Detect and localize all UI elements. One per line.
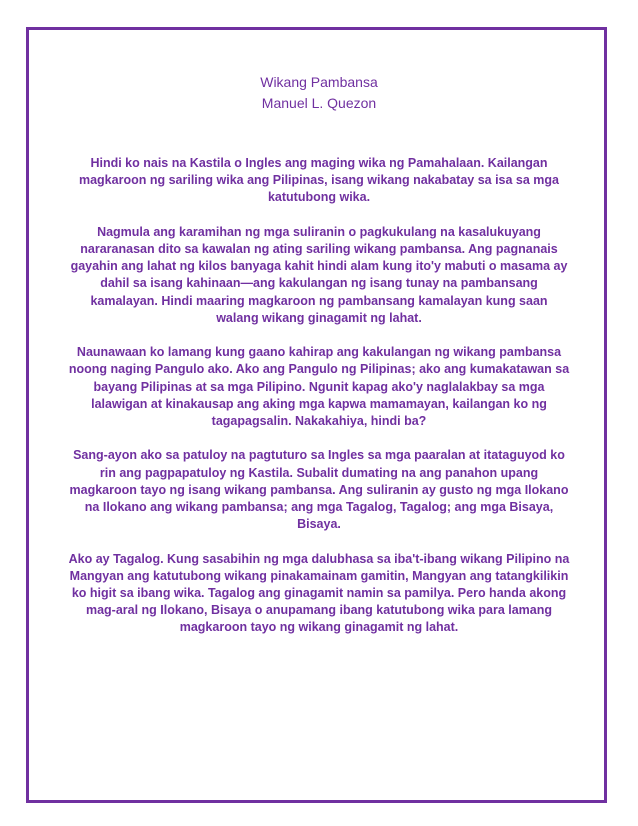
- document-author: Manuel L. Quezon: [261, 95, 377, 111]
- document-body: [68, 155, 570, 637]
- paragraph-4: Sang-ayon ako sa patuloy na pagtuturo sa Ingles sa mga paaralan at itataguyod ko rin ang pagpapatuloy ng Kastila. Subalit dumating na ang panahon upang magkaroon tayo ng isang wikang pambansa. Ang suliranin ay gusto ng mga Ilokano na Ilokano ang wikang pambansa; ang mga Tagalog, Tagalog; ang mga Bisaya, Bisaya.: [69, 448, 569, 532]
- paragraph-1: Hindi ko nais na Kastila o Ingles ang maging wika ng Pamahalaan. Kailangan magkaroon ng sariling wika ang Pilipinas, isang wikang nakabatay sa isa sa mga katutubong wika.: [78, 156, 560, 205]
- paragraph-5: Ako ay Tagalog. Kung sasabihin ng mga dalubhasa sa iba't-ibang wikang Pilipino na Mangyan ang katutubong wikang pinakamainam gamitin, Mangyan ang tatangkilikin ko higit sa ibang wika. Tagalog ang ginagamit namin sa pamilya. Pero handa akong mag-aral ng Ilokano, Bisaya o anupamang ibang katutubong wika para lamang magkaroon tayo ng wikang ginagamit ng lahat.: [68, 551, 570, 635]
- paragraph-2: Nagmula ang karamihan ng mga suliranin o pagkukulang na kasalukuyang nararanasan dito sa kawalan ng ating sariling wikang pambansa. Ang pagnanais gayahin ang lahat ng kilos banyaga kahit hindi alam kung ito'y mabuti o masama ay dahil sa isang kahinaan—ang kakulangan ng isang tunay na pambansang kamalayan. Hindi maaring magkaroon ng pambansang kamalayan kung saan walang wikang ginagamit ng lahat.: [70, 224, 568, 325]
- paragraph-3: Naunawaan ko lamang kung gaano kahirap ang kakulangan ng wikang pambansa noong naging Pangulo ako. Ako ang Pangulo ng Pilipinas; ako ang kumakatawan sa bayang Pilipinas at sa mga Pilipino. Ngunit kapag ako'y naglalakbay sa mga lalawigan at kinakausap ang aking mga kapwa mamamayan, kailangan ko ng tagapagsalin. Nakakahiya, hindi ba?: [68, 345, 570, 429]
- document-title: Wikang Pambansa: [260, 74, 378, 90]
- document-header: [0, 72, 638, 114]
